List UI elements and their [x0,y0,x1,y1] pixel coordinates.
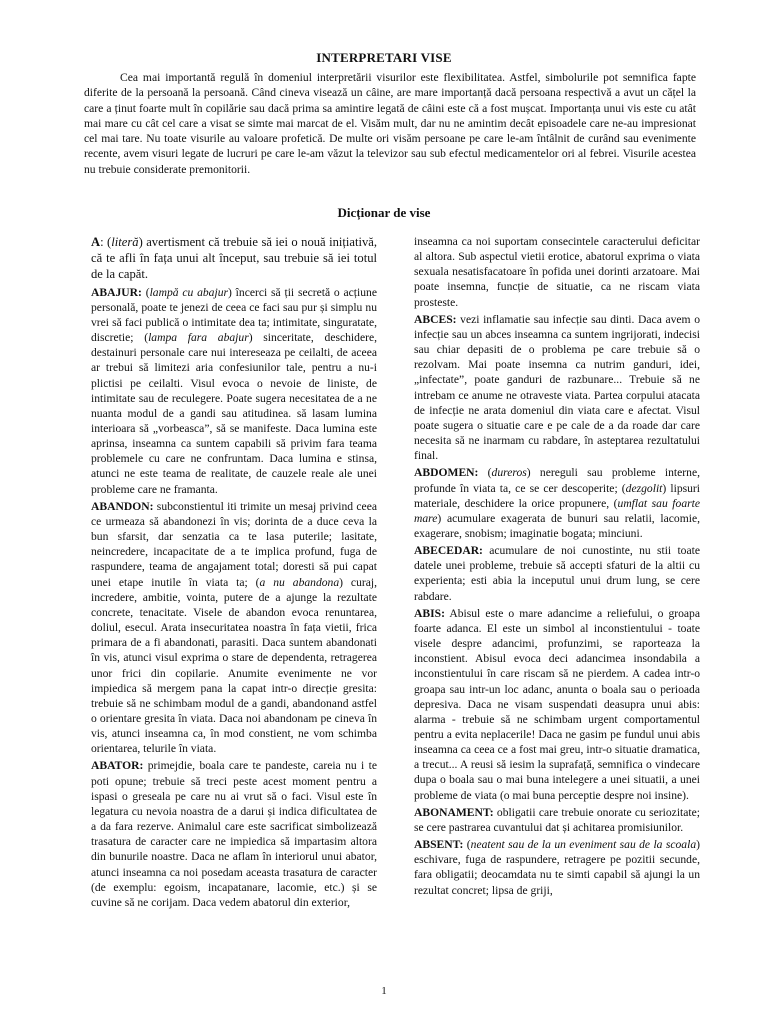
entry-text: subconstientul iti trimite un mesaj privind ceea ce urmeaza să abandonezi în vis; dorinta de a duce ceva la bun sfarsit, dar senzatia ca te lasa puterile; lasitate, neincredere, incapacitate de a te implica profund, fuga de raspundere, teama de angajament total; doresti să pui capat unei etape inutile în viata ta; ( [91,499,377,589]
entry-italic-text: a nu abandona [259,575,340,589]
entry-text: ) curaj, incredere, ambitie, vointa, putere de a ajunge la rezultate concrete, tenacitate. Visele de abandon evoca renuntarea, doliul, esecul. Arata insecuritatea noastra în fața vietii, frica primara de a fi abandonati, parasiti. Daca suntem abandonati în vis, atunci visul exprima o stare de dependenta, retragerea unor frici din copilarie. Anumite evenimente ne vor impiedica să mergem pana la capat intr-o direcție gresita: trebuie să ne schimbam modul de a gandi, abandonand astfel o orientare gresita în viata. Daca noi abandonam pe cineva în vis, atunci inseamna ca, în mod constient, ne vom schimba orientarea, telurile în viata. [91,575,378,756]
entry-italic-text: literă [111,235,139,249]
dictionary-entry [414,606,700,803]
dictionary-entry [91,234,377,283]
entry-text: ) lipsuri materiale, deschidere la orice propunere, ( [414,481,701,510]
entry-headword: ABONAMENT: [414,805,494,819]
entry-italic-text: lampă cu abajur [149,285,229,299]
entry-italic-text: lampa fara abajur [148,331,249,345]
entry-text: ) sinceritate, deschidere, destainuri personale care nui intereseaza pe ceilalti, de aceea ar trebui să limitezi aria confesiunilor tale, pentru a nu-i plictisi pe ceilalti. Visul evoca o nevoie de liniste, de intimitate sau de reculegere. Poate sugera necesitatea de a ne nuanta modul de a gandi sau atitudinea. să lasam lumina interioara să „vorbeasca”, să se manifeste. Daca lumina este aprinsa, inseamna ca suntem capabili să privim fara teama problemele cu care ne confruntam. Daca lumina e stinsa, atunci ne este teama de realitate, de cauzele reale ale unei probleme care ne framanta. [91,331,377,496]
entry-text: primejdie, boala care te pandeste, careia nu i te poti opune; trebuie să treci peste acest moment pentru a ispasi o greseala pe care nu ai vrut să o faci. Visul este în legatura cu nevoia noastra de a darui și indica dificultatea de a da fara rezerve. Animalul care este sacrificat simbolizează trasatura de caracter care ne impiedica să impartasim altora din bunurile noastre. Daca ne aflam în interiorul unui abator, atunci inseamna ca noi posedam aceasta trasatura de caracter (de exemplu: egoism, incapatanare, lacomie, etc.) și se cuvine să ne corijam. Daca vedem abatorul din exterior, [91,759,377,909]
dictionary-entry [414,837,700,898]
entry-headword: ABECEDAR: [414,544,483,558]
entry-text: ( [141,285,150,299]
entry-italic-text: neatent sau de la un eveniment sau de la scoala [470,838,697,852]
dictionary-entry [414,312,700,464]
left-column [91,234,377,912]
entry-text: ) nereguli sau probleme interne, profunde în viata ta, ce se cer descoperite; ( [414,466,701,495]
entry-headword: ABSENT: [414,838,464,852]
dictionary-entry [414,805,700,835]
intro-paragraph: Cea mai importantă regulă în domeniul interpretării visurilor este flexibilitatea. Astfel, simbolurile pot semnifica fapte diferite de la persoană la persoană. Când cineva visează un câine, are mare importanță dacă persoana respectivă a avut un cățel la care a ținut foarte mult în copilărie sau dacă prima sa amintire legată de câini este că a fost mușcat. Importanța unui vis este cu atât mai mare cu cât cel care a visat se simte mai marcat de el. Visăm mult, dar nu ne amintim decât episoadele care ne-au impresionat cel mai tare. Nu toate visurile au valoare profetică. De multe ori visăm persoane pe care le-am întâlnit de curând sau evenimente recente, avem visuri legate de lucruri pe care le-am văzut la televizor sau sub efectul medicamentelor ori al febrei. Visurile acestea nu trebuie considerate premonitorii. [84,71,696,176]
entry-text: ( [478,466,492,480]
entry-text: vezi inflamatie sau infecție sau dinti. Daca avem o infecție sau un abces inseamna ca suntem ingrijorati, indecisi sau chiar depasiti de o problema pe care trebuie să o rezolvam. Mai poate insemna ca nutrim ganduri, idei, „infectate”, poate ganduri de razbunare... Trebuie să ne intrebam ce anume ne otraveste viata. Partea corpului atacata de infecție ne arata domeniul din viata care e afectat. Visul poate sugera o situatie care e pe cale de a da roade dar care necesita să ne inarmam cu rabdare, în asteptarea rezultatului final. [414,312,700,463]
dictionary-entry [91,285,377,497]
entry-text: ( [463,838,471,852]
entry-italic-text: dureros [491,466,527,480]
dictionary-entry [414,234,700,310]
entry-text: ) încerci să ții secretă o acțiune personală, poate te jenezi de ceea ce faci sau pur și simplu nu vrei să faci publică o intimitate dea ta; intimitate, singuratate, discretie; ( [91,285,377,345]
entry-text: Abisul este o mare adancime a reliefului, o groapa foarte adanca. El este un simbol al inconstientului - toate visele despre adancimi, profunzimi, se raporteaza la inconstient. Abisul evoca deci adancimea insondabila a inconstientului în care riscam să ne pierdem. A cadea intr-o groapa sau intr-un loc adanc, anunta o boala sau o perioada depresiva. Daca ne visam suspendati deasupra unui abis: alarma - trebuie să ne schimbam urgent comportamentul pentru a evita neplacerile! Daca ne gasim pe fundul unui abis inseamna ca ceea ce a fost mai greu, intr-o situatie dramatica, a trecut... A reusi să iesim la suprafață, semnifica o vindecare dupa o boala sau o mai buna intelegere a unei situatii, a unei probleme de viata (o mai buna perceptie despre noi insine). [414,606,700,802]
entry-italic-text: dezgolit [625,481,663,495]
entry-text: obligatii care trebuie onorate cu seriozitate; se cere pastrarea cuvantului dat și achitarea promisiunilor. [414,805,700,834]
page-number: 1 [381,985,387,997]
entry-headword: A [91,235,101,249]
entry-text: ) eschivare, fuga de raspundere, retragere pe pozitii secunde, fara obligatii; deocamdata nu te simti capabil să ajungi la un rezultat concret; lipsa de griji, [414,838,700,897]
entry-headword: ABCES: [414,312,457,326]
right-column [414,234,700,900]
dictionary-entry [91,758,377,910]
entry-headword: ABDOMEN: [414,466,479,480]
entry-text: ) avertisment că trebuie să iei o nouă inițiativă, că te afli în fața unui alt început, sau trebuie să iei totul de la capăt. [91,235,378,282]
page-title: INTERPRETARI VISE [316,50,452,65]
entry-italic-text: umflat sau foarte mare [414,496,700,525]
dictionary-entry [414,543,700,604]
section-subtitle: Dicționar de vise [337,205,431,220]
dictionary-entry [414,465,700,541]
entry-headword: ABANDON: [91,499,154,513]
entry-text: : ( [100,235,112,249]
entry-headword: ABATOR: [91,759,144,773]
entry-headword: ABAJUR: [91,285,142,299]
entry-text: acumulare de noi cunostinte, nu stii toate datele unei probleme, trebuie să accepti sfaturi de la altii cu experienta; esti abia la inceputul unui drum lung, se cere rabdare. [414,544,700,603]
dictionary-entry [91,499,377,757]
entry-headword: ABIS: [414,606,445,620]
entry-text: ) acumulare exagerata de bunuri sau relatii, lacomie, exagerare, snobism; imaginatie bogata; minciuni. [414,511,700,540]
entry-text: inseamna ca noi suportam consecintele caracterului deficitar al altora. Sub aspectul vietii erotice, abatorul exprima o viata sexuala nesatisfacatoare în pofida unei dorinti arzatoare. Mai poate insemna, funcție de situatie, ca ne riscam viata prosteste. [414,235,700,309]
